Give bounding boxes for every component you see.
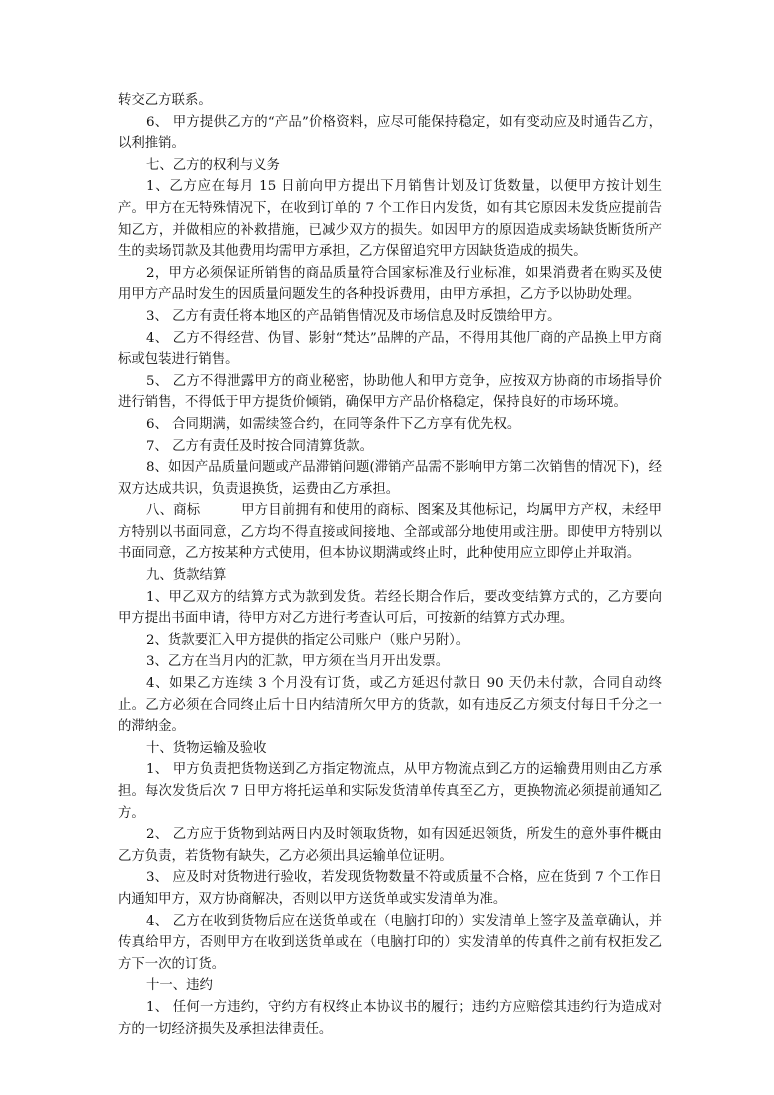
clause-7-8: 8、如因产品质量问题或产品滞销问题(滞销产品需不影响甲方第二次销售的情况下)，经双方达成共识，负责退换货，运费由乙方承担。 [118, 460, 662, 497]
clause-7-4: 4、 乙方不得经营、伪冒、影射“梵达”品牌的产品，不得用其他厂商的产品换上甲方商标或包装进行销售。 [118, 330, 662, 368]
clause-9-2: 2、货款要汇入甲方提供的指定公司账户（账户另附）。 [146, 632, 470, 648]
clause-10-3: 3、 应及时对货物进行验收，若发现货物数量不符或质量不合格，应在货到 7 个工作日内通知甲方，双方协商解决，否则以甲方送货单或实发清单为准。 [118, 870, 662, 907]
clause-7-1: 1、乙方应在每月 15 日前向甲方提出下月销售计划及订货数量，以便甲方按计划生产。甲方在无特殊情况下，在收到订单的 7 个工作日内发货，如有其它原因未发货应提前告知乙方，并做相应的补救措施，已减少双方的损失。如因甲方的原因造成卖场缺货断货所产生的卖场罚款及其他费用均需甲方承担，乙方保留追究甲方因缺货造成的损失。 [118, 179, 662, 260]
section-heading-9: 九、货款结算 [146, 568, 227, 584]
paragraph-continuation: 转交乙方联系。 [118, 93, 212, 108]
section-heading-7: 七、乙方的权利与义务 [146, 157, 280, 173]
clause-7-2: 2，甲方必须保证所销售的商品质量符合国家标准及行业标准，如果消费者在购买及使用甲方产品时发生的因质量问题发生的各种投诉费用，由甲方承担，乙方予以协助处理。 [118, 265, 662, 303]
clause-6-pricing: 6、 甲方提供乙方的“产品”价格资料，应尽可能保持稳定，如有变动应及时通告乙方，以利推销。 [118, 114, 662, 152]
document-page [118, 90, 662, 1040]
clause-10-2: 2、 乙方应于货物到站两日内及时领取货物，如有因延迟领货，所发生的意外事件概由乙方负责，若货物有缺失，乙方必须出具运输单位证明。 [118, 827, 662, 864]
clause-9-1: 1、甲乙双方的结算方式为款到发货。若经长期合作后，要改变结算方式的，乙方要向甲方提出书面申请，待甲方对乙方进行考查认可后，可按新的结算方式办理。 [118, 589, 662, 627]
clause-9-4: 4、如果乙方连续 3 个月没有订货，或乙方延迟付款日 90 天仍未付款，合同自动终止。乙方必须在合同终止后十日内结清所欠甲方的货款，如有违反乙方须支付每日千分之一的滞纳金。 [118, 676, 662, 735]
section-heading-10: 十、货物运输及验收 [146, 740, 267, 756]
clause-7-6: 6、 合同期满，如需续签合约，在同等条件下乙方享有优先权。 [146, 416, 521, 432]
clause-10-4: 4、 乙方在收到货物后应在送货单或在（电脑打印的）实发清单上签字及盖章确认，并传真给甲方，否则甲方在收到送货单或在（电脑打印的）实发清单的传真件之前有权拒发乙方下一次的订货。 [118, 913, 662, 972]
clause-11-1: 1、 任何一方违约，守约方有权终止本协议书的履行；违约方应赔偿其违约行为造成对方的一切经济损失及承担法律责任。 [118, 999, 662, 1037]
clause-9-3: 3、乙方在当月内的汇款，甲方须在当月开出发票。 [146, 654, 450, 670]
clause-7-5: 5、 乙方不得泄露甲方的商业秘密，协助他人和甲方竞争，应按双方协商的市场指导价进行销售，不得低于甲方提货价倾销，确保甲方产品价格稳定，保持良好的市场环境。 [118, 373, 662, 411]
clause-10-1: 1、 甲方负责把货物送到乙方指定物流点，从甲方物流点到乙方的运输费用则由乙方承担。每次发货后次 7 日甲方将托运单和实际发货清单传真至乙方，更换物流必须提前通知乙方。 [118, 762, 662, 821]
section-8-trademark: 八、商标 甲方目前拥有和使用的商标、图案及其他标记，均属甲方产权，未经甲方特别以书面同意，乙方均不得直接或间接地、全部或部分地使用或注册。即使甲方特别以书面同意，乙方按某种方式使用，但本协议期满或终止时，此种使用应立即停止并取消。 [118, 503, 662, 562]
clause-7-7: 7、 乙方有责任及时按合同清算货款。 [146, 438, 374, 454]
section-heading-11: 十一、违约 [146, 978, 213, 994]
clause-7-3: 3、 乙方有责任将本地区的产品销售情况及市场信息及时反馈给甲方。 [146, 308, 561, 324]
